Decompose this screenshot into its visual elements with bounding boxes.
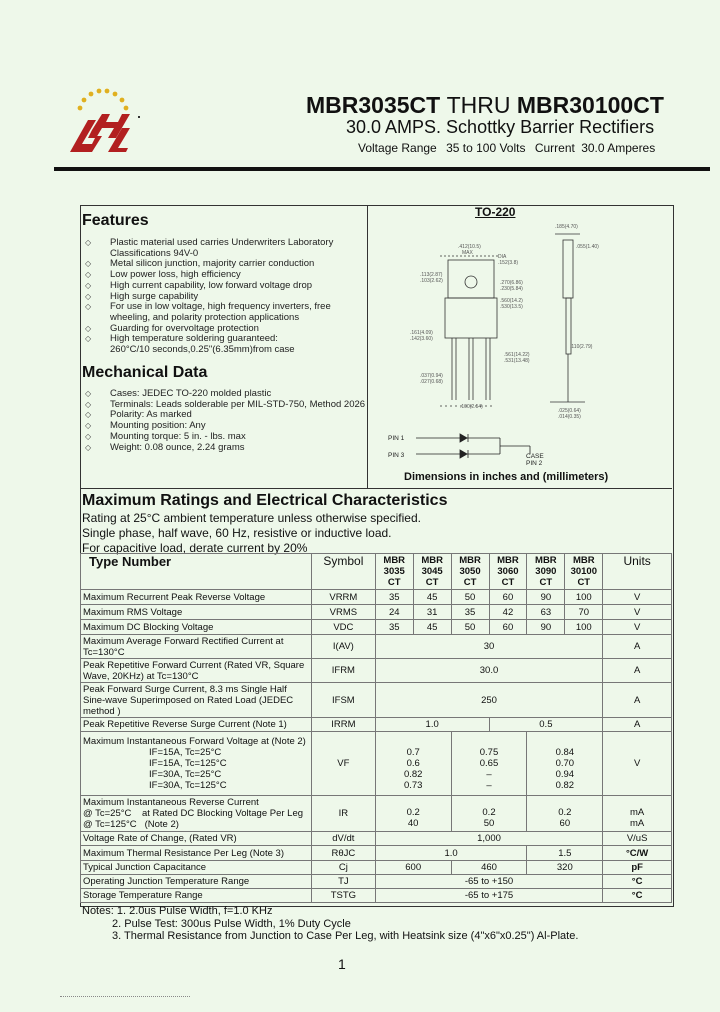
type-number-header: Type Number [81, 554, 312, 590]
model-header: MBR 30100 CT [565, 554, 603, 590]
voltage-value: 35 to 100 Volts [446, 141, 526, 155]
table-row: Typical Junction Capacitance Cj 600 460 320 pF [81, 861, 672, 875]
rating-condition-1: Rating at 25°C ambient temperature unless otherwise specified. [82, 511, 421, 525]
list-item: ◇ Terminals: Leads solderable per MIL-STD-750, Method 2026 [85, 398, 366, 410]
title-part2: MBR30100CT [516, 92, 664, 118]
list-item: ◇ Low power loss, high efficiency [85, 269, 241, 281]
current-label: Current [534, 141, 575, 155]
notes [82, 905, 578, 943]
svg-text:.113(2.87): .113(2.87) [420, 272, 443, 278]
svg-text:.142(3.60): .142(3.60) [410, 336, 433, 342]
svg-text:.027(0.68): .027(0.68) [420, 379, 443, 385]
features-list [82, 238, 366, 356]
rating-condition-3: For capacitive load, derate current by 20% [82, 541, 308, 555]
note-3: 3. Thermal Resistance from Junction to Case Per Leg, with Heatsink size (4"x6"x0.25") Al-Plate. [112, 930, 579, 942]
column-divider [367, 205, 368, 488]
rating-condition-2: Single phase, half wave, 60 Hz, resistive or inductive load. [82, 526, 392, 540]
table-row: Maximum Average Forward Rectified Current at Tc=130°C I(AV) 30 A [81, 635, 672, 659]
svg-text:.560(14.2): .560(14.2) [500, 298, 523, 304]
page-subtitle: 30.0 AMPS. Schottky Barrier Rectifiers [346, 117, 655, 137]
svg-text:.530(13.5): .530(13.5) [500, 304, 523, 310]
current-value: 30.0 Amperes [581, 141, 656, 155]
table-row: Maximum RMS Voltage VRMS 24 31 35 42 63 70 V [81, 605, 672, 620]
svg-text:.230(5.84): .230(5.84) [500, 286, 523, 292]
model-header: MBR 3035 CT [375, 554, 413, 590]
ratings-heading: Maximum Ratings and Electrical Characteristics [82, 492, 448, 509]
list-item: ◇ Polarity: As marked [85, 409, 192, 421]
mechanical-heading: Mechanical Data [82, 364, 208, 381]
svg-text:.100(2.54): .100(2.54) [460, 404, 483, 410]
list-item: ◇ Metal silicon junction, majority carrier conduction [85, 258, 315, 270]
table-row: Peak Forward Surge Current, 8.3 ms Single Half Sine-wave Superimposed on Rated Load (JEDEC method ) IFSM 250 A [81, 683, 672, 718]
page-title [306, 92, 664, 119]
note-1: Notes: 1. 2.0us Pulse Width, f=1.0 KHz [82, 905, 273, 917]
svg-text:MAX: MAX [462, 250, 473, 256]
svg-text:DIA: DIA [498, 254, 507, 260]
svg-text:.025(0.64): .025(0.64) [558, 408, 581, 414]
svg-text:.055(1.40): .055(1.40) [576, 244, 599, 250]
table-row: Maximum Recurrent Peak Reverse Voltage VRRM 35 45 50 60 90 100 V [81, 590, 672, 605]
table-row: Peak Repetitive Forward Current (Rated VR, Square Wave, 20KHz) at Tc=130°C IFRM 30.0 A [81, 659, 672, 683]
dimensions-caption: Dimensions in inches and (millimeters) [404, 471, 609, 483]
features-heading: Features [82, 212, 149, 229]
mechanical-list [82, 389, 366, 453]
svg-text:.161(4.09): .161(4.09) [410, 330, 433, 336]
table-row: Maximum Thermal Resistance Per Leg (Note 3) RθJC 1.0 1.5 °C/W [81, 846, 672, 861]
list-item: ◇ Mounting position: Any [85, 420, 206, 432]
pin1-label: PIN 1 [388, 435, 405, 442]
list-item: ◇ High current capability, low forward voltage drop [85, 279, 313, 291]
list-item: ◇ Guarding for overvoltage protection [85, 322, 259, 334]
list-item: 260°C/10 seconds,0.25"(6.35mm)from case [110, 344, 295, 356]
list-item: ◇ Plastic material used carries Underwriters Laboratory [85, 237, 334, 248]
list-item: ◇ High surge capability [85, 290, 199, 302]
case-label: CASE [526, 453, 544, 460]
list-item: ◇ Cases: JEDEC TO-220 molded plastic [85, 388, 272, 399]
svg-text:.152(3.8): .152(3.8) [498, 260, 519, 266]
model-header: MBR 3050 CT [451, 554, 489, 590]
table-row: Maximum Instantaneous Forward Voltage at (Note 2) IF=15A, Tc=25°C IF=15A, Tc=125°C IF=30A, Tc=25°C IF=30A, Tc=125°C VF 0.7 0.6 0.82 0.73 0.75 0.65 – – 0.84 0.70 0.94 0.82 V [81, 732, 672, 796]
package-name: TO-220 [475, 205, 516, 219]
list-item: wheeling, and polarity protection applications [110, 311, 300, 323]
company-logo [62, 86, 142, 160]
table-row: Peak Repetitive Reverse Surge Current (Note 1) IRRM 1.0 0.5 A [81, 718, 672, 732]
table-row: Maximum Instantaneous Reverse Current @ Tc=25°C at Rated DC Blocking Voltage Per Leg @ Tc=125°C (Note 2) IR 0.2 40 0.2 50 0.2 60 mA mA [81, 796, 672, 832]
table-row: Maximum DC Blocking Voltage VDC 35 45 50 60 90 100 V [81, 620, 672, 635]
list-item: ◇ High temperature soldering guaranteed: [85, 333, 278, 345]
table-row: Storage Temperature Range TSTG -65 to +175 °C [81, 889, 672, 903]
svg-text:.110(2.79): .110(2.79) [570, 344, 593, 350]
svg-text:.561(14.22): .561(14.22) [504, 352, 530, 358]
footer-rule [60, 996, 190, 998]
svg-text:.531(13.48): .531(13.48) [504, 358, 530, 364]
note-2: 2. Pulse Test: 300us Pulse Width, 1% Duty Cycle [112, 917, 351, 930]
model-header: MBR 3060 CT [489, 554, 527, 590]
voltage-label: Voltage Range [358, 141, 437, 155]
package-outline-diagram [380, 222, 600, 470]
header-rule [54, 167, 710, 171]
table-row: Voltage Rate of Change, (Rated VR) dV/dt 1,000 V/uS [81, 832, 672, 846]
symbol-header: Symbol [311, 554, 375, 590]
title-thru: THRU [446, 92, 511, 118]
section-divider [80, 488, 672, 489]
svg-text:.103(2.62): .103(2.62) [420, 278, 443, 284]
list-item: ◇ Weight: 0.08 ounce, 2.24 grams [85, 441, 245, 453]
rating-summary [358, 141, 661, 155]
units-header: Units [603, 554, 672, 590]
list-item: ◇ Mounting torque: 5 in. - lbs. max [85, 430, 246, 442]
svg-text:.185(4.70): .185(4.70) [555, 224, 578, 230]
svg-text:.412(10.5): .412(10.5) [458, 244, 481, 250]
table-row: Operating Junction Temperature Range TJ -65 to +150 °C [81, 875, 672, 889]
ratings-table [80, 553, 672, 903]
page-number: 1 [338, 956, 346, 972]
pin2-label: PIN 2 [526, 460, 543, 467]
svg-text:.270(6.86): .270(6.86) [500, 280, 523, 286]
table-header-row [81, 554, 672, 590]
svg-text:.014(0.35): .014(0.35) [558, 414, 581, 420]
model-header: MBR 3090 CT [527, 554, 565, 590]
title-part1: MBR3035CT [306, 92, 441, 118]
model-header: MBR 3045 CT [413, 554, 451, 590]
pin3-label: PIN 3 [388, 452, 405, 459]
list-item: ◇ For use in low voltage, high frequency inverters, free [85, 301, 331, 313]
svg-text:.037(0.94): .037(0.94) [420, 373, 443, 379]
list-item: Classifications 94V-0 [110, 247, 199, 259]
